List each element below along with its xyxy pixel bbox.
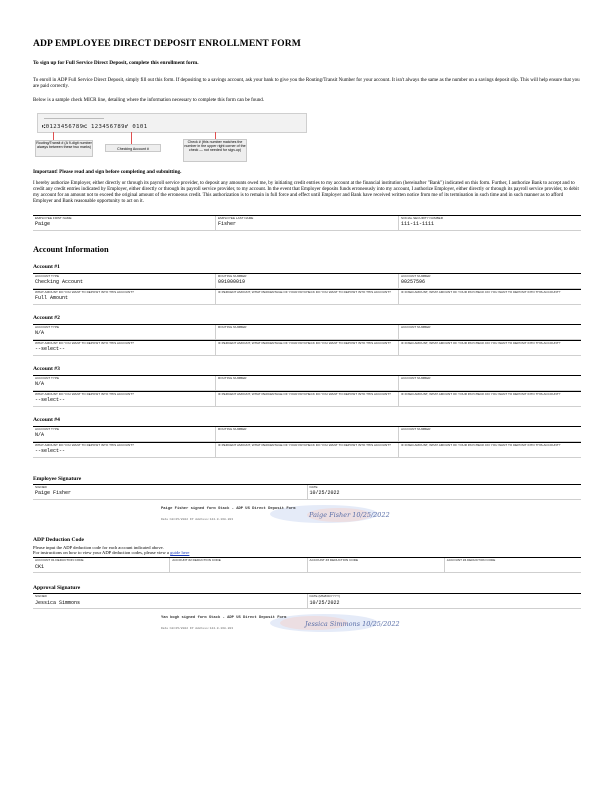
account-1-heading: Account #1 <box>33 263 60 270</box>
account-2-routing-field[interactable]: ROUTING NUMBER <box>215 325 398 339</box>
sample-paragraph: Below is a sample check MICR line, detailing where the information necessary to complete this form can be found. <box>33 98 265 104</box>
employee-stamp-line2: Date:10/25/2022 IP Address:144.0.168.203 <box>161 517 234 521</box>
account-2-number-field[interactable]: ACCOUNT NUMBER <box>398 325 581 339</box>
account-4-percent-field[interactable]: IF PERCENT AMOUNT, WHAT PERCENTAGE OF YOUR PAYCHECK DO YOU WANT TO DEPOSIT INTO THIS ACCOUNT? <box>215 443 398 457</box>
svg-text:Paige Fisher 10/25/2022: Paige Fisher 10/25/2022 <box>309 510 390 519</box>
approval-signature-stamp <box>33 612 581 636</box>
ssn-field[interactable]: SOCIAL SECURITY NUMBER 111-11-1111 <box>398 216 581 230</box>
first-name-field[interactable]: EMPLOYEE FIRST NAME Paige <box>35 215 72 228</box>
sample-check-diagram <box>33 113 313 165</box>
deduction-heading: ADP Deduction Code <box>33 536 84 543</box>
routing-arrow <box>53 132 54 140</box>
intro-paragraph: To enroll in ADP Full Service Direct Deposit, simply fill out this form. If depositing to a savings account, ask your bank to give you the Routing/Transit Number for your account. It isn't always the same as the number on a savings deposit slip. This will help ensure that you are paid correctly. <box>33 78 580 90</box>
account-3-fixed-field[interactable]: IF FIXED AMOUNT, WHAT AMOUNT OF YOUR PAYCHECK DO YOU WANT TO DEPOSIT INTO THIS ACCOUNT? <box>398 392 581 406</box>
account-3-number-field[interactable]: ACCOUNT NUMBER <box>398 376 581 390</box>
account-4-heading: Account #4 <box>33 416 60 423</box>
deduction-note-1: Please input the ADP deduction code for each account indicated above. <box>33 544 164 550</box>
deduction-row <box>33 557 581 573</box>
account-2-heading: Account #2 <box>33 314 60 321</box>
account-2-row-1 <box>33 324 581 340</box>
sample-check <box>37 113 307 133</box>
account-1-type-field[interactable]: ACCOUNT TYPE Checking Account <box>35 273 84 286</box>
employee-signature-row <box>33 484 581 500</box>
employee-date-field[interactable]: DATE 10/25/2022 <box>307 485 582 499</box>
approval-stamp-line1: Yan bogh signed form Stack - ADP US Direct Deposit Form <box>161 616 287 621</box>
account-2-fixed-field[interactable]: IF FIXED AMOUNT, WHAT AMOUNT OF YOUR PAYCHECK DO YOU WANT TO DEPOSIT INTO THIS ACCOUNT? <box>398 341 581 355</box>
form-subtitle: To sign up for Full Service Direct Deposit, complete this enrollment form. <box>33 60 199 66</box>
svg-text:Jessica Simmons 10/25/2022: Jessica Simmons 10/25/2022 <box>305 620 400 629</box>
check-name-line <box>44 118 104 119</box>
approval-stamp-line2: Date:10/25/2022 IP Address:144.0.168.203 <box>161 627 234 631</box>
authorization-text: I hereby authorize Employer, either directly or through its payroll service provider, to deposit any amounts owed me, by initiating credit entries to my account at the financial institution (hereinafter "Bank") indicated on this form. Further, I authorize Bank to accept and to credit any credit entries indicated by Employer, either directly or through its payroll service provider, to my account. In the event that Employer deposits funds erroneously into my account, I authorize Employer, either directly or through its payroll service provider, to debit my account for an amount not to exceed the original amount of the erroneous credit. This authorization is to remain in full force and effect until Employer and Bank have received written notice from me of its termination in such time and in such manner as to afford Employer and Bank reasonable opportunity to act on it. <box>33 180 579 204</box>
account-3-row-2 <box>33 391 581 407</box>
employee-stamp-line1: Paige Fisher signed form Stack - ADP US Direct Deposit Form <box>161 506 296 511</box>
employee-info-row <box>33 215 581 231</box>
account-2-percent-field[interactable]: IF PERCENT AMOUNT, WHAT PERCENTAGE OF YOUR PAYCHECK DO YOU WANT TO DEPOSIT INTO THIS ACCOUNT? <box>215 341 398 355</box>
deduction-guide-link[interactable]: guide here <box>170 550 190 556</box>
check-callout: Check # (this number matches the number in the upper right corner of the check — not needed for sign-up) <box>183 139 247 162</box>
account-3-row-1 <box>33 375 581 391</box>
account-2-row-2 <box>33 340 581 356</box>
account-4-row-2 <box>33 442 581 458</box>
account-information-heading: Account Information <box>33 244 109 254</box>
form-title: ADP EMPLOYEE DIRECT DEPOSIT ENROLLMENT FORM <box>33 38 301 49</box>
account-4-fixed-field[interactable]: IF FIXED AMOUNT, WHAT AMOUNT OF YOUR PAYCHECK DO YOU WANT TO DEPOSIT INTO THIS ACCOUNT? <box>398 443 581 457</box>
account-callout: Checking Account # <box>105 144 161 152</box>
account-1-fixed-field[interactable]: IF FIXED AMOUNT, WHAT AMOUNT OF YOUR PAYCHECK DO YOU WANT TO DEPOSIT INTO THIS ACCOUNT? <box>398 290 581 304</box>
account-2-type-field[interactable]: ACCOUNT TYPE N/A <box>35 324 60 337</box>
account-4-amount-select[interactable]: WHAT AMOUNT DO YOU WANT TO DEPOSIT INTO THIS ACCOUNT? --select-- <box>35 442 134 455</box>
routing-callout: Routing/Transit # (A 9-digit number always between these two marks) <box>35 140 93 157</box>
account-3-amount-select[interactable]: WHAT AMOUNT DO YOU WANT TO DEPOSIT INTO THIS ACCOUNT? --select-- <box>35 391 134 404</box>
approval-date-field[interactable]: DATE (MM/DD/YYYY) 10/25/2022 <box>307 594 582 608</box>
micr-line: ⑆0123456789⑆ 123456789⑈ 0101 <box>42 123 148 130</box>
account-4-row-1 <box>33 426 581 442</box>
account-1-percent-field[interactable]: IF PERCENT AMOUNT, WHAT PERCENTAGE OF YOUR PAYCHECK DO YOU WANT TO DEPOSIT INTO THIS ACCOUNT? <box>215 290 398 304</box>
deduction-code-3-field[interactable]: ACCOUNT #3 DEDUCTION CODE <box>307 558 444 572</box>
account-1-amount-select[interactable]: WHAT AMOUNT DO YOU WANT TO DEPOSIT INTO THIS ACCOUNT? Full Amount <box>35 289 134 302</box>
account-1-row-2 <box>33 289 581 305</box>
account-3-percent-field[interactable]: IF PERCENT AMOUNT, WHAT PERCENTAGE OF YOUR PAYCHECK DO YOU WANT TO DEPOSIT INTO THIS ACCOUNT? <box>215 392 398 406</box>
important-notice: Important! Please read and sign before completing and submitting. <box>33 168 182 175</box>
deduction-code-2-field[interactable]: ACCOUNT #2 DEDUCTION CODE <box>169 558 306 572</box>
employee-signed-field[interactable]: SIGNED Paige Fisher <box>35 484 72 497</box>
deduction-code-4-field[interactable]: ACCOUNT #4 DEDUCTION CODE <box>444 558 581 572</box>
account-arrow <box>131 132 132 144</box>
approval-signature-heading: Approval Signature <box>33 585 81 592</box>
account-4-type-field[interactable]: ACCOUNT TYPE N/A <box>35 426 60 439</box>
account-1-number-field[interactable]: ACCOUNT NUMBER 00257596 <box>398 274 581 288</box>
account-4-routing-field[interactable]: ROUTING NUMBER <box>215 427 398 441</box>
deduction-code-1-field[interactable]: ACCOUNT #1 DEDUCTION CODE CK1 <box>35 558 84 571</box>
account-2-amount-select[interactable]: WHAT AMOUNT DO YOU WANT TO DEPOSIT INTO THIS ACCOUNT? --select-- <box>35 340 134 353</box>
account-3-type-field[interactable]: ACCOUNT TYPE N/A <box>35 375 60 388</box>
last-name-field[interactable]: EMPLOYEE LAST NAME Fisher <box>215 216 398 230</box>
account-1-row-1 <box>33 273 581 289</box>
form-page <box>33 38 581 636</box>
account-3-heading: Account #3 <box>33 365 60 372</box>
account-4-number-field[interactable]: ACCOUNT NUMBER <box>398 427 581 441</box>
account-1-routing-field[interactable]: ROUTING NUMBER 091000019 <box>215 274 398 288</box>
employee-signature-stamp <box>33 503 581 527</box>
deduction-note-2: For instructions on how to view your ADP deduction codes, please view a guide here <box>33 550 190 556</box>
employee-signature-heading: Employee Signature <box>33 475 82 482</box>
account-3-routing-field[interactable]: ROUTING NUMBER <box>215 376 398 390</box>
approval-signature-row <box>33 593 581 609</box>
approval-signed-field[interactable]: SIGNED Jessica Simmons <box>35 594 81 607</box>
check-arrow <box>215 132 216 139</box>
